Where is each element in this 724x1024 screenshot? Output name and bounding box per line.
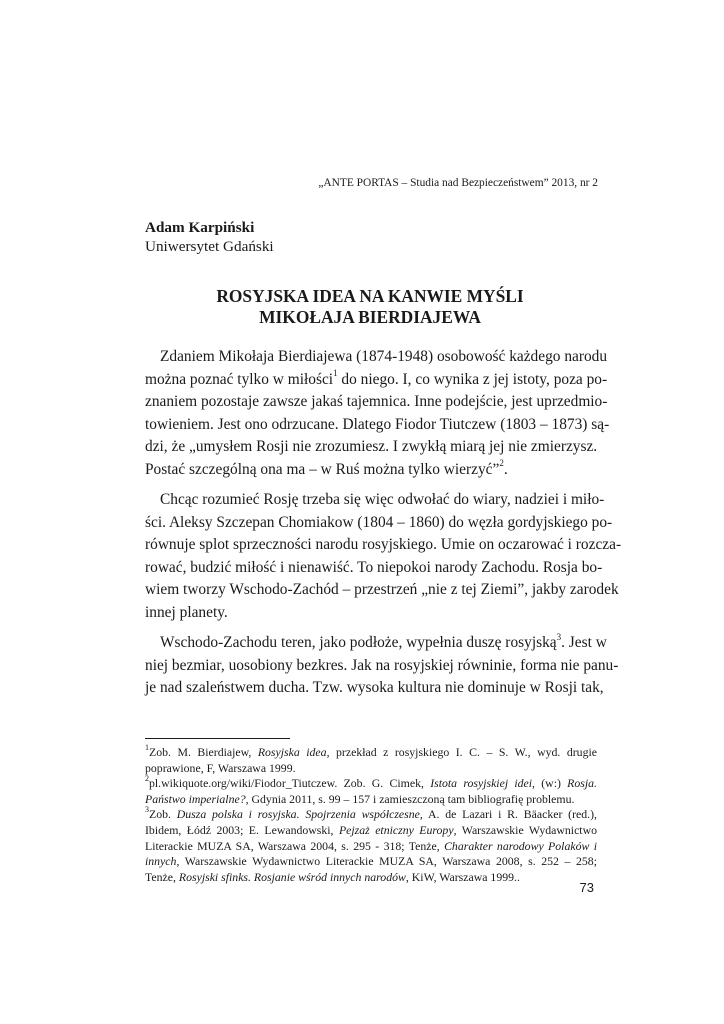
- footnote-number: 3: [145, 805, 149, 815]
- text-line: dzi, że „umysłem Rosji nie zrozumiesz. I zwykłą miarą jej nie zmierzysz.: [145, 438, 598, 455]
- italic-title: Charakter narodowy Polaków i: [444, 838, 597, 853]
- text-run: do niego. I, co wynika z jej istoty, poza po-: [337, 370, 608, 388]
- text-run: Zob. M. Bierdiajew,: [149, 745, 258, 759]
- footnote-ref[interactable]: 2: [499, 458, 504, 469]
- text-run: , Gdynia 2011, s. 99 – 157 i zamieszczoną tam bibliografię problemu.: [245, 791, 575, 806]
- italic-title: Państwo imperialne?: [145, 791, 246, 806]
- paragraph-1: [145, 346, 610, 481]
- footnotes: [145, 745, 597, 885]
- text-run: pl.wikiquote.org/wiki/Fiodor_Tiutczew. Zob. G. Cimek,: [149, 776, 431, 791]
- footnote-ref[interactable]: 1: [333, 368, 338, 379]
- author-block: [145, 218, 274, 256]
- footnote-line: [145, 776, 597, 792]
- text-line: znaniem pozostaje zawsze jakaś tajemnica. Inne podejście, jest uprzedmio-: [145, 393, 608, 410]
- article-body: [145, 346, 622, 708]
- text-run: .: [503, 460, 508, 478]
- text-run: Ibidem, Łódź 2003; E. Lewandowski,: [145, 822, 339, 837]
- italic-title: Rosyjska idea: [257, 745, 327, 759]
- footnote-3: [145, 807, 597, 885]
- text-run: Zob.: [149, 807, 177, 822]
- text-line: Chcąc rozumieć Rosję trzeba się więc odwołać do wiary, nadziei i miło-: [160, 491, 605, 508]
- title-line-1: ROSYJSKA IDEA NA KANWIE MYŚLI: [216, 286, 524, 306]
- text-line: [145, 459, 597, 482]
- text-run: można poznać tylko w miłości: [145, 370, 334, 388]
- text-line: Zdaniem Mikołaja Bierdiajewa (1874-1948) osobowość każdego narodu: [160, 348, 608, 365]
- footnote-line: [145, 745, 597, 761]
- footnote-2: [145, 776, 597, 807]
- italic-title: Rosja.: [567, 776, 597, 791]
- text-run: , Warszawskie Wydawnictwo: [453, 822, 597, 837]
- author-name: Adam Karpiński: [145, 219, 255, 236]
- footnote-line: [145, 823, 597, 839]
- text-line: [145, 631, 607, 655]
- italic-title: Rosyjski sfinks. Rosjanie wśród innych narodów: [178, 869, 406, 884]
- text-run: Wschodo-Zachodu teren, jako podłoże, wypełnia duszę rosyjską: [160, 634, 557, 651]
- footnote-number: 2: [145, 774, 149, 784]
- paragraph-2: [145, 489, 622, 624]
- text-line: je nad szaleństwem ducha. Tzw. wysoka kultura nie dominuje w Rosji tak,: [145, 679, 604, 696]
- text-line: [145, 368, 608, 392]
- text-line: ści. Aleksy Szczepan Chomiakow (1804 – 1860) do węzła gordyjskiego po-: [145, 513, 613, 531]
- paragraph-3: [145, 631, 619, 700]
- footnote-line: [145, 854, 597, 870]
- text-line: towieniem. Jest ono odrzucane. Dlatego Fiodor Tiutczew (1803 – 1873) są-: [145, 415, 610, 433]
- italic-title: Istota rosyjskiej idei: [430, 776, 533, 791]
- journal-header: „ANTE PORTAS – Studia nad Bezpieczeństwem” 2013, nr 2: [318, 177, 598, 189]
- footnote-ref[interactable]: 3: [556, 631, 562, 642]
- page-number: 73: [579, 880, 594, 895]
- footnote-1: [145, 745, 597, 776]
- text-line: rować, budzić miłość i nienawiść. To niepokoi narody Zachodu. Rosja bo-: [145, 558, 603, 576]
- text-line: niej bezmiar, uosobiony bezkres. Jak na rosyjskiej równinie, forma nie panu-: [145, 656, 619, 674]
- text-run: Literackie MUZA SA, Warszawa 2004, s. 295 - 318; Tenże,: [145, 838, 445, 853]
- text-run: Tenże,: [145, 869, 179, 884]
- text-run: , KiW, Warszawa 1999..: [405, 869, 520, 884]
- text-run: , A. de Lazari i R. Bäacker (red.),: [419, 807, 597, 822]
- text-run: , (w:): [532, 776, 568, 791]
- footnote-line: [145, 792, 597, 808]
- text-run: , przekład z rosyjskiego I. C. – S. W., wyd. drugie: [326, 745, 597, 759]
- text-run: . Jest w: [561, 634, 607, 651]
- text-line: innej planety.: [145, 603, 228, 621]
- text-run: , Warszawskie Wydawnictwo Literackie MUZA SA, Warszawa 2008, s. 252 – 258;: [176, 854, 597, 869]
- title-line-2: MIKOŁAJA BIERDIAJEWA: [259, 307, 481, 327]
- italic-title: innych: [145, 854, 177, 869]
- footnote-line: poprawione, F, Warszawa 1999.: [145, 760, 296, 775]
- article-title: [145, 286, 595, 328]
- author-affiliation: Uniwersytet Gdański: [145, 238, 274, 255]
- text-run: Postać szczególną ona ma – w Ruś można tylko wierzyć”: [145, 460, 500, 478]
- text-line: równuje splot sprzeczności narodu rosyjskiego. Umie on oczarować i rozcza-: [145, 536, 622, 553]
- italic-title: Pejzaż etniczny Europy: [338, 822, 454, 837]
- footnote-line: [145, 839, 597, 855]
- footnote-number: 1: [145, 743, 149, 753]
- footnote-line: [145, 870, 597, 886]
- footnote-separator: [145, 738, 290, 739]
- text-line: wiem tworzy Wschodo-Zachód – przestrzeń „nie z tej Ziemi”, jakby zarodek: [145, 581, 619, 598]
- footnote-line: [145, 807, 597, 823]
- italic-title: Dusza polska i rosyjska. Spojrzenia współczesne: [176, 807, 420, 822]
